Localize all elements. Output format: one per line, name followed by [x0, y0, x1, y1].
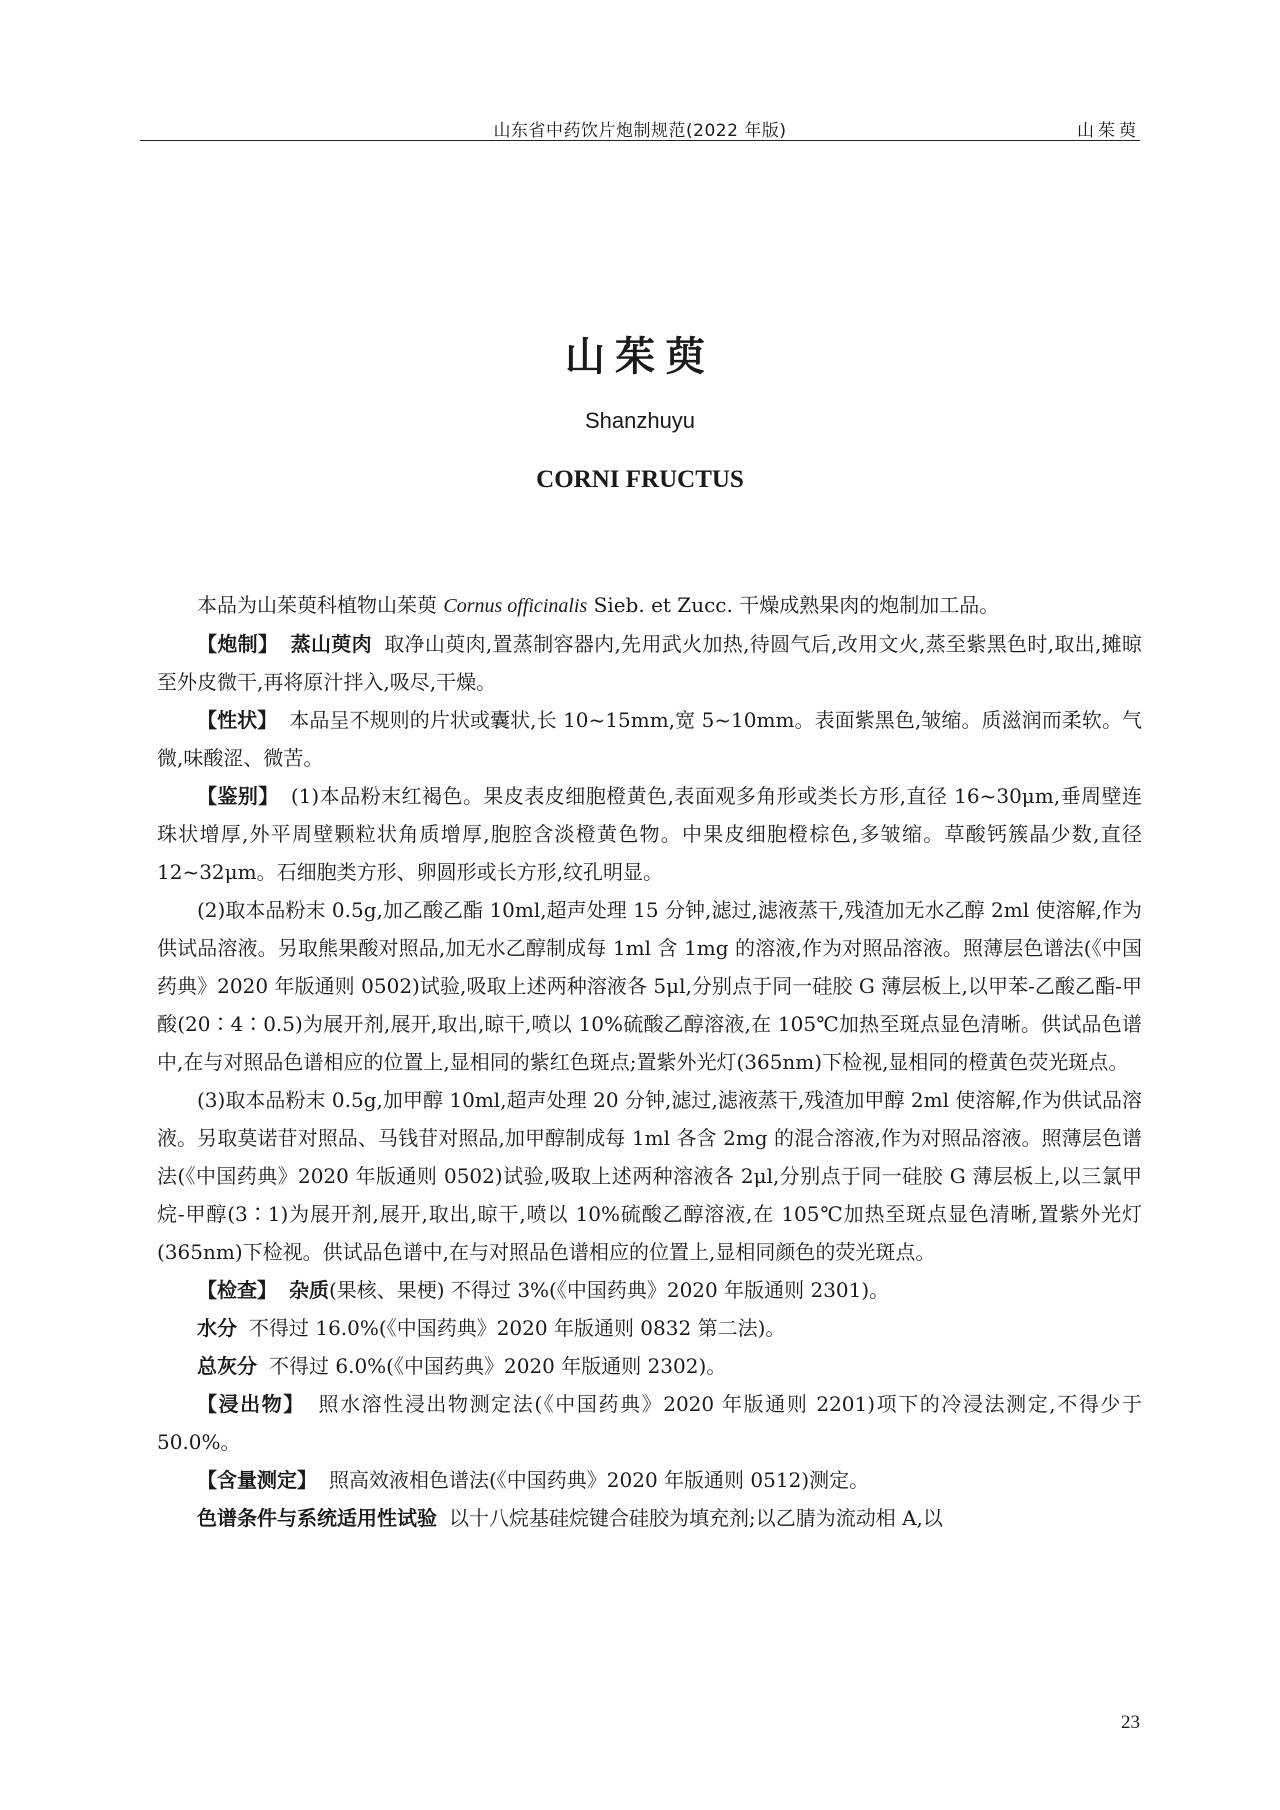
intro-paragraph: [157, 586, 1142, 625]
ash-line: [157, 1347, 1142, 1385]
identification-heading: 【鉴别】: [197, 784, 279, 808]
assay-conditions-text: 以十八烷基硅烷键合硅胶为填充剂;以乙腈为流动相 A,以: [449, 1506, 943, 1530]
ash-label: 总灰分: [197, 1354, 257, 1378]
assay-heading: 【含量测定】: [197, 1468, 317, 1492]
identification-section: [157, 777, 1142, 891]
description-section: [157, 701, 1142, 777]
impurities-label: 杂质: [289, 1278, 329, 1302]
monograph-body: [157, 586, 1142, 1537]
impurities-text: (果核、果梗) 不得过 3%(《中国药典》2020 年版通则 2301)。: [329, 1278, 890, 1302]
assay-section: [157, 1461, 1142, 1499]
processing-section: [157, 625, 1142, 701]
assay-text: 照高效液相色谱法(《中国药典》2020 年版通则 0512)测定。: [329, 1468, 870, 1492]
examination-section: [157, 1271, 1142, 1309]
header-book-title: 山东省中药饮片炮制规范(2022 年版): [493, 121, 787, 141]
species-name: Cornus officinalis: [443, 595, 588, 617]
water-label: 水分: [197, 1316, 237, 1340]
identification-item-2: (2)取本品粉末 0.5g,加乙酸乙酯 10ml,超声处理 15 分钟,滤过,滤液蒸干,残渣加无水乙醇 2ml 使溶解,作为供试品溶液。另取熊果酸对照品,加无水乙醇制成每 1ml 含 1mg 的溶液,作为对照品溶液。照薄层色谱法(《中国药典》2020 年版通则 0502)试验,吸取上述两种溶液各 5μl,分别点于同一硅胶 G 薄层板上,以甲苯-乙酸乙酯-甲酸(20∶4∶0.5)为展开剂,展开,取出,晾干,喷以 10%硫酸乙醇溶液,在 105℃加热至斑点显色清晰。供试品色谱中,在与对照品色谱相应的位置上,显相同的紫红色斑点;置紫外光灯(365nm)下检视,显相同的橙黄色荧光斑点。: [157, 898, 1142, 1074]
header-entry-name: 山茱萸: [1077, 121, 1140, 141]
page-number: 23: [1121, 1712, 1140, 1733]
examination-heading: 【检查】: [197, 1278, 277, 1302]
identification-item-3: (3)取本品粉末 0.5g,加甲醇 10ml,超声处理 20 分钟,滤过,滤液蒸干,残渣加甲醇 2ml 使溶解,作为供试品溶液。另取莫诺苷对照品、马钱苷对照品,加甲醇制成每 1ml 各含 2mg 的混合溶液,作为对照品溶液。照薄层色谱法(《中国药典》2020 年版通则 0502)试验,吸取上述两种溶液各 2μl,分别点于同一硅胶 G 薄层板上,以三氯甲烷-甲醇(3∶1)为展开剂,展开,取出,晾干,喷以 10%硫酸乙醇溶液,在 105℃加热至斑点显色清晰,置紫外光灯(365nm)下检视。供试品色谱中,在与对照品色谱相应的位置上,显相同颜色的荧光斑点。: [157, 1088, 1142, 1264]
entry-latin-name: CORNI FRUCTUS: [536, 466, 744, 493]
entry-pinyin: Shanzhuyu: [584, 408, 696, 433]
processing-subheading: 蒸山萸肉: [290, 632, 372, 656]
intro-prefix: 本品为山茱萸科植物山茱萸: [197, 593, 444, 617]
extractives-section: [157, 1385, 1142, 1461]
processing-text: 取净山萸肉,置蒸制容器内,先用武火加热,待圆气后,改用文火,蒸至紫黑色时,取出,摊晾至外皮微干,再将原汁拌入,吸尽,干燥。: [157, 632, 1142, 694]
description-heading: 【性状】: [197, 708, 278, 732]
running-header: [140, 98, 1140, 141]
extractives-heading: 【浸出物】: [197, 1392, 305, 1416]
water-line: [157, 1309, 1142, 1347]
identification-item-1: (1)本品粉末红褐色。果皮表皮细胞橙黄色,表面观多角形或类长方形,直径 16~30μm,垂周壁连珠状增厚,外平周壁颗粒状角质增厚,胞腔含淡橙黄色物。中果皮细胞橙棕色,多皱缩。草酸钙簇晶少数,直径 12~32μm。石细胞类方形、卵圆形或长方形,纹孔明显。: [157, 784, 1142, 884]
ash-text: 不得过 6.0%(《中国药典》2020 年版通则 2302)。: [269, 1354, 727, 1378]
entry-title: 山茱萸: [565, 334, 715, 380]
intro-suffix: Sieb. et Zucc. 干燥成熟果肉的炮制加工品。: [587, 593, 1000, 617]
water-text: 不得过 16.0%(《中国药典》2020 年版通则 0832 第二法)。: [249, 1316, 786, 1340]
assay-conditions-label: 色谱条件与系统适用性试验: [197, 1506, 437, 1530]
extractives-text: 照水溶性浸出物测定法(《中国药典》2020 年版通则 2201)项下的冷浸法测定,不得少于 50.0%。: [157, 1392, 1142, 1454]
description-text: 本品呈不规则的片状或囊状,长 10~15mm,宽 5~10mm。表面紫黑色,皱缩。质滋润而柔软。气微,味酸涩、微苦。: [157, 708, 1143, 770]
assay-conditions: [157, 1499, 1142, 1537]
processing-heading: 【炮制】: [197, 632, 279, 656]
